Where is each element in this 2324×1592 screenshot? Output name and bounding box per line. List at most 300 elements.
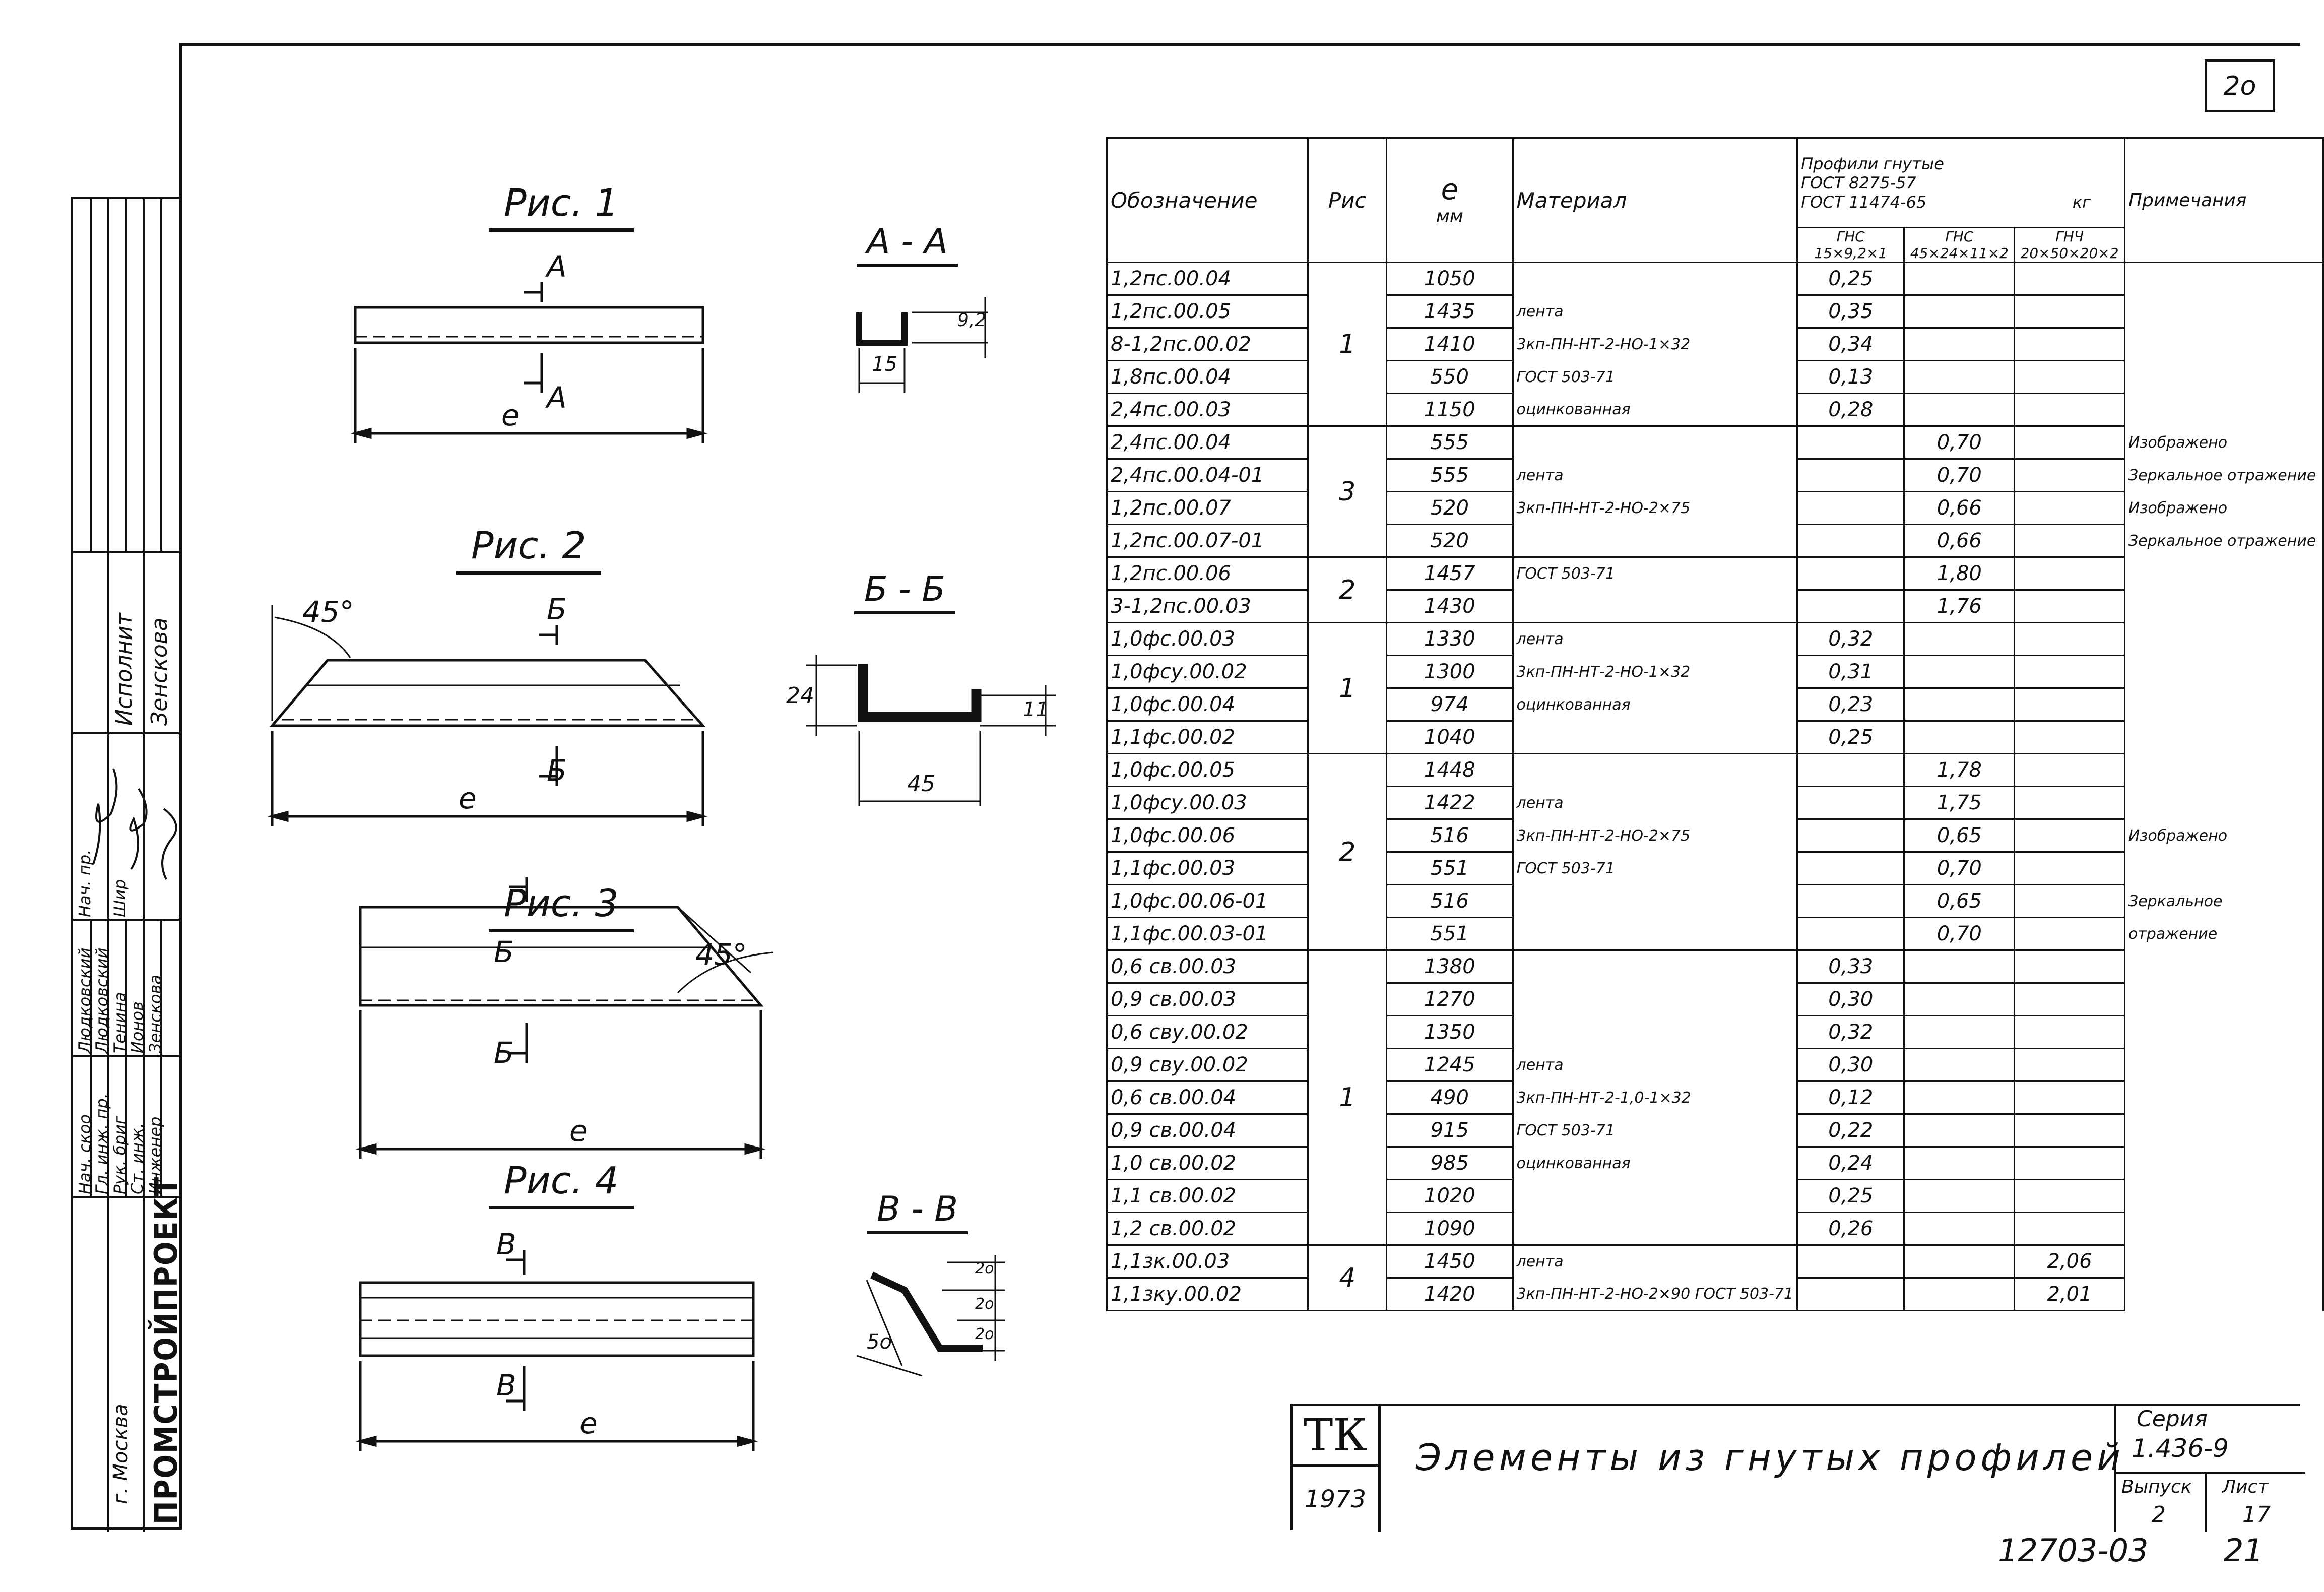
th-length (1387, 138, 1513, 263)
cell-length: 1435 (1387, 295, 1513, 328)
page-number: 2o (2205, 59, 2275, 112)
fig2-cut-label-bottom: Б (547, 753, 567, 788)
cell-material (1513, 983, 1797, 1016)
stamp-role-4: Ст. инж. (127, 1122, 147, 1194)
th-profiles-gost1: ГОСТ 8275-57 (1801, 173, 1916, 193)
cell-gnch-20 (2015, 950, 2125, 983)
cell-gns-45 (1904, 656, 2015, 688)
cell-gns-15 (1797, 525, 1904, 557)
cell-length: 555 (1387, 426, 1513, 459)
table-row (1107, 263, 2323, 295)
cell-gns-15: 0,12 (1797, 1081, 1904, 1114)
cell-length: 1040 (1387, 721, 1513, 754)
cell-gns-15 (1797, 590, 1904, 623)
cell-material (1513, 1016, 1797, 1049)
cell-gnch-20 (2015, 918, 2125, 950)
cell-gnch-20 (2015, 263, 2125, 295)
table-row (1107, 1213, 2323, 1245)
title-block (1290, 1404, 2300, 1530)
cell-length: 550 (1387, 361, 1513, 394)
cell-note (2124, 394, 2323, 426)
cell-length: 1422 (1387, 787, 1513, 819)
cell-gns-45: 1,78 (1904, 754, 2015, 787)
cell-material (1513, 1180, 1797, 1213)
fig1-cut-label-top: А (547, 249, 567, 284)
th-g3-type: ГНЧ (2055, 228, 2084, 245)
cell-gnch-20 (2015, 590, 2125, 623)
cell-gns-15: 0,30 (1797, 983, 1904, 1016)
cell-gns-45 (1904, 1114, 2015, 1147)
cell-length: 1270 (1387, 983, 1513, 1016)
cell-gns-45 (1904, 1049, 2015, 1081)
cell-length: 1430 (1387, 590, 1513, 623)
cell-designation: 1,2пс.00.06 (1107, 557, 1308, 590)
table-row (1107, 426, 2323, 459)
cell-gns-45: 0,70 (1904, 852, 2015, 885)
th-length-symbol: е (1441, 173, 1459, 206)
cell-designation: 1,0фс.00.06 (1107, 819, 1308, 852)
fig4-part (360, 1283, 753, 1356)
cell-gnch-20 (2015, 492, 2125, 525)
cell-gns-45 (1904, 1147, 2015, 1180)
cell-note: Зеркальное отражение (2124, 525, 2323, 557)
cell-designation: 2,4пс.00.03 (1107, 394, 1308, 426)
cell-gns-15 (1797, 918, 1904, 950)
cell-designation: 1,0фс.00.03 (1107, 623, 1308, 656)
cell-gns-45 (1904, 950, 2015, 983)
section-vv-dim-a: 2о (975, 1260, 994, 1278)
th-profiles-title: Профили гнутые (1801, 154, 1944, 173)
cell-gnch-20 (2015, 754, 2125, 787)
th-g1-size: 15×9,2×1 (1814, 245, 1888, 262)
cell-material (1513, 525, 1797, 557)
table-row (1107, 459, 2323, 492)
cell-gns-15 (1797, 819, 1904, 852)
cell-length: 1050 (1387, 263, 1513, 295)
stamp-org: ПРОМСТРОЙПРОЕКТ (148, 1176, 184, 1524)
cell-designation: 0,9 св.00.04 (1107, 1114, 1308, 1147)
cell-material (1513, 1213, 1797, 1245)
cell-material (1513, 950, 1797, 983)
tb-issue-label: Выпуск (2121, 1477, 2192, 1497)
cell-gnch-20 (2015, 885, 2125, 918)
cell-note (2124, 1213, 2323, 1245)
cell-designation: 1,0фсу.00.02 (1107, 656, 1308, 688)
cell-gnch-20 (2015, 361, 2125, 394)
cell-gnch-20 (2015, 983, 2125, 1016)
cell-gnch-20 (2015, 623, 2125, 656)
cell-gns-15 (1797, 787, 1904, 819)
tb-issue-value: 2 (2152, 1502, 2166, 1527)
cell-gnch-20 (2015, 525, 2125, 557)
cell-gns-45: 0,65 (1904, 885, 2015, 918)
section-bb-height: 24 (786, 683, 814, 709)
cell-material: 3кп-ПН-НТ-2-НО-1×32 (1513, 656, 1797, 688)
th-unit: кг (2072, 192, 2091, 212)
cell-length: 551 (1387, 852, 1513, 885)
tb-sheet-label: Лист (2222, 1477, 2269, 1497)
cell-material: 3кп-ПН-НТ-2-НО-2×75 (1513, 819, 1797, 852)
cell-material: 3кп-ПН-НТ-2-1,0-1×32 (1513, 1081, 1797, 1114)
cell-note: Изображено (2124, 426, 2323, 459)
cell-material (1513, 721, 1797, 754)
th-g2-size: 45×24×11×2 (1910, 245, 2009, 262)
cell-gns-45: 0,70 (1904, 918, 2015, 950)
fig1-length-label: е (501, 398, 520, 432)
cell-material: оцинкованная (1513, 688, 1797, 721)
cell-note (2124, 787, 2323, 819)
section-bb-width: 45 (907, 771, 935, 797)
cell-gns-15 (1797, 426, 1904, 459)
cell-length: 974 (1387, 688, 1513, 721)
cell-gns-15 (1797, 459, 1904, 492)
table-row (1107, 1147, 2323, 1180)
cell-designation: 0,9 св.00.03 (1107, 983, 1308, 1016)
table-row (1107, 1049, 2323, 1081)
cell-note (2124, 263, 2323, 295)
cell-fig: 2 (1308, 754, 1387, 950)
th-notes: Примечания (2124, 138, 2323, 263)
cell-material (1513, 754, 1797, 787)
table-row (1107, 361, 2323, 394)
section-vv-dim-b: 2о (975, 1295, 994, 1313)
cell-material: ГОСТ 503-71 (1513, 557, 1797, 590)
cell-gns-45 (1904, 983, 2015, 1016)
cell-material: 3кп-ПН-НТ-2-НО-2×75 (1513, 492, 1797, 525)
document-page: 21 (2223, 1532, 2264, 1569)
cell-designation: 1,1фс.00.03-01 (1107, 918, 1308, 950)
cell-note (2124, 1180, 2323, 1213)
section-bb-flange: 11 (1023, 698, 1049, 721)
cell-note (2124, 295, 2323, 328)
cell-length: 1020 (1387, 1180, 1513, 1213)
stamp-sig-label-2: Шир (110, 879, 130, 917)
fig2-angle: 45° (302, 595, 354, 629)
cell-gns-45 (1904, 394, 2015, 426)
stamp-name-3: Тенина (110, 992, 130, 1053)
document-number-code: 12703-03 (1998, 1532, 2149, 1569)
table-row (1107, 623, 2323, 656)
table-row (1107, 656, 2323, 688)
cell-gns-15 (1797, 1245, 1904, 1278)
cell-gns-45 (1904, 623, 2015, 656)
stamp-role-5: Инженер (146, 1116, 165, 1194)
cell-designation: 1,1 св.00.02 (1107, 1180, 1308, 1213)
cell-material: лента (1513, 295, 1797, 328)
cell-fig: 1 (1308, 950, 1387, 1245)
fig3-title: Рис. 3 (504, 882, 619, 925)
cell-material (1513, 590, 1797, 623)
table-row (1107, 885, 2323, 918)
cell-gns-45 (1904, 721, 2015, 754)
tb-divider-h (2116, 1472, 2305, 1474)
cell-designation: 1,2пс.00.05 (1107, 295, 1308, 328)
cell-designation: 2,4пс.00.04 (1107, 426, 1308, 459)
section-vv-flange: 5о (867, 1330, 892, 1354)
cell-designation: 1,1фс.00.03 (1107, 852, 1308, 885)
table-row (1107, 1114, 2323, 1147)
tb-series-label: Серия (2137, 1406, 2208, 1432)
cell-gns-15 (1797, 1278, 1904, 1311)
cell-note (2124, 688, 2323, 721)
cell-gns-15: 0,25 (1797, 721, 1904, 754)
table-row (1107, 328, 2323, 361)
cell-length: 1457 (1387, 557, 1513, 590)
cell-gns-15: 0,26 (1797, 1213, 1904, 1245)
cell-gns-45 (1904, 1278, 2015, 1311)
table-row (1107, 295, 2323, 328)
cell-length: 490 (1387, 1081, 1513, 1114)
cell-designation: 1,2 св.00.02 (1107, 1213, 1308, 1245)
cell-designation: 1,0фс.00.06-01 (1107, 885, 1308, 918)
cell-gns-45: 0,65 (1904, 819, 2015, 852)
cell-gnch-20 (2015, 394, 2125, 426)
fig1-cut-label-bottom: А (547, 380, 567, 415)
cell-gnch-20 (2015, 721, 2125, 754)
cell-gns-45: 1,80 (1904, 557, 2015, 590)
stamp-role-3: Рук. бриг (110, 1116, 130, 1194)
cell-note: Зеркальное (2124, 885, 2323, 918)
table-row (1107, 1180, 2323, 1213)
cell-designation: 0,6 сву.00.02 (1107, 1016, 1308, 1049)
th-profiles (1797, 138, 2125, 228)
th-g3-size: 20×50×20×2 (2020, 245, 2119, 262)
cell-material: оцинкованная (1513, 394, 1797, 426)
cell-material: лента (1513, 1245, 1797, 1278)
stamp-name-5: Зенскова (146, 974, 165, 1053)
cell-gns-15: 0,22 (1797, 1114, 1904, 1147)
fig3-cut-label-top: Б (494, 935, 514, 969)
cell-note (2124, 754, 2323, 787)
cell-gns-45 (1904, 328, 2015, 361)
specification-body (1107, 263, 2323, 1311)
cell-gns-15: 0,32 (1797, 623, 1904, 656)
section-aa-width: 15 (872, 353, 897, 376)
section-bb-shape (859, 665, 980, 721)
table-row (1107, 1081, 2323, 1114)
fig2-part (272, 660, 703, 726)
specification-table (1106, 137, 2324, 1311)
section-aa-height: 9,2 (957, 310, 987, 331)
cell-length: 915 (1387, 1114, 1513, 1147)
cell-gns-15: 0,30 (1797, 1049, 1904, 1081)
cell-gns-15: 0,33 (1797, 950, 1904, 983)
cell-material: оцинкованная (1513, 1147, 1797, 1180)
cell-length: 520 (1387, 525, 1513, 557)
th-profiles-gost2: ГОСТ 11474-65 (1801, 192, 1927, 212)
cell-material (1513, 885, 1797, 918)
cell-length: 1150 (1387, 394, 1513, 426)
cell-note (2124, 1147, 2323, 1180)
table-row (1107, 787, 2323, 819)
section-vv-title: В - В (877, 1189, 958, 1229)
cell-gnch-20 (2015, 1114, 2125, 1147)
cell-gns-45 (1904, 688, 2015, 721)
table-row (1107, 557, 2323, 590)
th-length-unit: мм (1436, 206, 1463, 227)
cell-gns-15: 0,35 (1797, 295, 1904, 328)
cell-material: ГОСТ 503-71 (1513, 361, 1797, 394)
cell-material: лента (1513, 1049, 1797, 1081)
cell-designation: 0,9 сву.00.02 (1107, 1049, 1308, 1081)
cell-gnch-20 (2015, 1081, 2125, 1114)
cell-gns-45 (1904, 1245, 2015, 1278)
cell-designation: 0,6 св.00.03 (1107, 950, 1308, 983)
cell-designation: 1,1зк.00.03 (1107, 1245, 1308, 1278)
title-block-series-area (2114, 1406, 2303, 1532)
cell-gns-45: 0,70 (1904, 459, 2015, 492)
table-row (1107, 394, 2323, 426)
cell-designation: 1,1фс.00.02 (1107, 721, 1308, 754)
cell-note (2124, 1016, 2323, 1049)
cell-designation: 1,0фс.00.05 (1107, 754, 1308, 787)
cell-note (2124, 623, 2323, 656)
cell-gnch-20 (2015, 819, 2125, 852)
cell-note (2124, 1245, 2323, 1278)
cell-gnch-20 (2015, 656, 2125, 688)
table-row (1107, 525, 2323, 557)
tb-divider-v (2205, 1472, 2207, 1532)
cell-gns-45 (1904, 295, 2015, 328)
cell-note (2124, 590, 2323, 623)
document-number (1998, 1532, 2264, 1569)
cell-designation: 1,2пс.00.04 (1107, 263, 1308, 295)
cell-designation: 1,2пс.00.07-01 (1107, 525, 1308, 557)
cell-gns-45: 0,70 (1904, 426, 2015, 459)
cell-length: 1350 (1387, 1016, 1513, 1049)
cell-gnch-20: 2,01 (2015, 1278, 2125, 1311)
cell-gnch-20 (2015, 1147, 2125, 1180)
cell-note: Изображено (2124, 492, 2323, 525)
cell-gnch-20 (2015, 1180, 2125, 1213)
cell-designation: 8-1,2пс.00.02 (1107, 328, 1308, 361)
table-row (1107, 1278, 2323, 1311)
cell-gns-45 (1904, 1016, 2015, 1049)
cell-note (2124, 1114, 2323, 1147)
cell-length: 1245 (1387, 1049, 1513, 1081)
cell-note (2124, 983, 2323, 1016)
cell-fig: 1 (1308, 263, 1387, 426)
cell-gnch-20: 2,06 (2015, 1245, 2125, 1278)
cell-designation: 1,0 св.00.02 (1107, 1147, 1308, 1180)
cell-designation: 1,2пс.00.07 (1107, 492, 1308, 525)
cell-gnch-20 (2015, 787, 2125, 819)
cell-designation: 3-1,2пс.00.03 (1107, 590, 1308, 623)
table-row (1107, 819, 2323, 852)
cell-fig: 1 (1308, 623, 1387, 754)
cell-gnch-20 (2015, 426, 2125, 459)
stamp-name-4: Ионов (127, 1001, 147, 1053)
cell-gnch-20 (2015, 459, 2125, 492)
fig3-length-label: е (569, 1114, 588, 1148)
cell-material: 3кп-ПН-НТ-2-НО-2×90 ГОСТ 503-71 (1513, 1278, 1797, 1311)
cell-note (2124, 656, 2323, 688)
cell-note (2124, 852, 2323, 885)
cell-length: 1330 (1387, 623, 1513, 656)
cell-gns-15: 0,28 (1797, 394, 1904, 426)
cell-length: 1450 (1387, 1245, 1513, 1278)
fig2-title: Рис. 2 (471, 524, 586, 567)
cell-gns-45: 1,75 (1904, 787, 2015, 819)
cell-length: 516 (1387, 819, 1513, 852)
cell-designation: 1,1зку.00.02 (1107, 1278, 1308, 1311)
cell-material: ГОСТ 503-71 (1513, 852, 1797, 885)
cell-gnch-20 (2015, 1016, 2125, 1049)
fig4-cut-label-top: В (496, 1227, 517, 1261)
section-vv-dim-c: 2о (975, 1325, 994, 1343)
fig3-cut-label-bottom: Б (494, 1036, 514, 1070)
table-row (1107, 852, 2323, 885)
fig4-cut-label-bottom: В (496, 1368, 517, 1403)
section-aa-shape (859, 312, 905, 343)
cell-gns-15 (1797, 557, 1904, 590)
cell-gns-15: 0,31 (1797, 656, 1904, 688)
cell-gns-45: 0,66 (1904, 492, 2015, 525)
stamp-role-2: Гл. инж. пр. (92, 1093, 111, 1194)
cell-material: лента (1513, 787, 1797, 819)
cell-gns-15 (1797, 754, 1904, 787)
cell-designation: 0,6 св.00.04 (1107, 1081, 1308, 1114)
cell-gnch-20 (2015, 1213, 2125, 1245)
title-block-tk: ТК (1293, 1406, 1381, 1467)
cell-gns-15: 0,25 (1797, 1180, 1904, 1213)
cell-gns-15 (1797, 852, 1904, 885)
fig2-length-label: е (459, 781, 477, 815)
cell-material (1513, 263, 1797, 295)
cell-length: 555 (1387, 459, 1513, 492)
stamp-role-1: Нач. скоо (75, 1114, 94, 1194)
fig3-angle: 45° (695, 937, 747, 972)
cell-fig: 3 (1308, 426, 1387, 557)
cell-gns-15 (1797, 885, 1904, 918)
fig4-length-label: е (579, 1406, 598, 1440)
cell-material: 3кп-ПН-НТ-2-НО-1×32 (1513, 328, 1797, 361)
cell-gns-45: 1,76 (1904, 590, 2015, 623)
cell-note: Изображено (2124, 819, 2323, 852)
fig2-cut-label-top: Б (547, 592, 567, 626)
title-block-title: Элементы из гнутых профилей (1416, 1436, 2125, 1479)
cell-length: 1410 (1387, 328, 1513, 361)
cell-gns-15: 0,23 (1797, 688, 1904, 721)
table-row (1107, 1245, 2323, 1278)
th-g2 (1904, 228, 2015, 263)
title-block-year: 1973 (1293, 1467, 1381, 1532)
cell-note: отражение (2124, 918, 2323, 950)
cell-fig: 2 (1308, 557, 1387, 623)
cell-gns-15: 0,24 (1797, 1147, 1904, 1180)
fig4-title: Рис. 4 (504, 1159, 619, 1202)
table-row (1107, 983, 2323, 1016)
cell-gns-15: 0,34 (1797, 328, 1904, 361)
cell-note (2124, 721, 2323, 754)
cell-note (2124, 950, 2323, 983)
stamp-city: г. Москва (109, 1404, 133, 1504)
stamp-name-2: Людковский (92, 947, 111, 1053)
cell-designation: 1,0фс.00.04 (1107, 688, 1308, 721)
table-row (1107, 688, 2323, 721)
cell-gns-45: 0,66 (1904, 525, 2015, 557)
th-designation: Обозначение (1107, 138, 1308, 263)
cell-note (2124, 328, 2323, 361)
cell-gnch-20 (2015, 1049, 2125, 1081)
cell-note: Зеркальное отражение (2124, 459, 2323, 492)
th-material: Материал (1513, 138, 1797, 263)
cell-length: 1420 (1387, 1278, 1513, 1311)
cell-length: 1090 (1387, 1213, 1513, 1245)
cell-gns-15: 0,32 (1797, 1016, 1904, 1049)
section-bb-title: Б - Б (864, 569, 946, 609)
cell-gns-45 (1904, 263, 2015, 295)
